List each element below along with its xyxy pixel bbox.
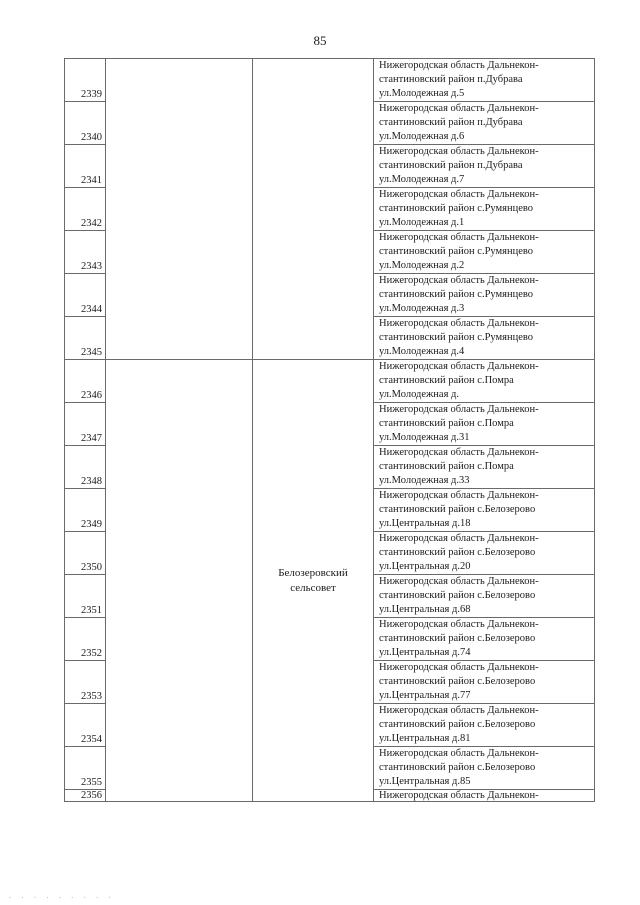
row-number: 2342 — [65, 188, 106, 231]
address-line: стантиновский район с.Румянцево — [379, 332, 534, 343]
address-line: стантиновский район с.Румянцево — [379, 246, 534, 257]
address-line: Нижегородская область Дальнекон- — [379, 533, 539, 544]
address-line: ул.Центральная д.77 — [379, 690, 471, 701]
address-cell — [374, 231, 595, 274]
empty-column-cell — [106, 360, 253, 802]
row-number: 2340 — [65, 102, 106, 145]
row-number: 2341 — [65, 145, 106, 188]
address-line: ул.Молодежная д.7 — [379, 174, 465, 185]
address-line: ул.Центральная д.74 — [379, 647, 471, 658]
address-line: ул.Молодежная д.2 — [379, 260, 465, 271]
address-line: Нижегородская область Дальнекон- — [379, 790, 539, 801]
row-number: 2351 — [65, 575, 106, 618]
address-cell — [374, 790, 595, 802]
address-line: ул.Центральная д.85 — [379, 776, 471, 787]
address-line: ул.Центральная д.68 — [379, 604, 471, 615]
council-name-line: сельсовет — [290, 581, 336, 594]
address-line: ул.Молодежная д. — [379, 389, 459, 400]
row-number: 2352 — [65, 618, 106, 661]
address-line: стантиновский район п.Дубрава — [379, 160, 523, 171]
row-number: 2346 — [65, 360, 106, 403]
address-cell — [374, 274, 595, 317]
address-line: стантиновский район с.Румянцево — [379, 289, 534, 300]
page-number: 85 — [313, 33, 327, 48]
address-cell — [374, 489, 595, 532]
address-cell — [374, 661, 595, 704]
address-line: Нижегородская область Дальнекон- — [379, 705, 539, 716]
council-name-cell — [253, 360, 374, 802]
address-line: Нижегородская область Дальнекон- — [379, 275, 539, 286]
address-line: Нижегородская область Дальнекон- — [379, 103, 539, 114]
address-line: стантиновский район с.Помра — [379, 418, 514, 429]
address-line: стантиновский район с.Белозерово — [379, 504, 536, 515]
row-number: 2349 — [65, 489, 106, 532]
address-cell — [374, 532, 595, 575]
address-line: стантиновский район с.Помра — [379, 375, 514, 386]
address-line: стантиновский район с.Белозерово — [379, 590, 536, 601]
address-register-table — [64, 58, 595, 802]
address-line: ул.Молодежная д.6 — [379, 131, 465, 142]
council-name-line: Белозеровский — [278, 566, 348, 579]
scan-artifact: · · · · · · · · · — [8, 894, 114, 902]
row-number: 2353 — [65, 661, 106, 704]
address-cell — [374, 59, 595, 102]
address-line: Нижегородская область Дальнекон- — [379, 318, 539, 329]
address-line: ул.Центральная д.81 — [379, 733, 471, 744]
address-line: Нижегородская область Дальнекон- — [379, 748, 539, 759]
address-line: ул.Молодежная д.4 — [379, 346, 465, 357]
address-cell — [374, 403, 595, 446]
row-number: 2350 — [65, 532, 106, 575]
address-cell — [374, 102, 595, 145]
address-cell — [374, 747, 595, 790]
address-line: стантиновский район с.Румянцево — [379, 203, 534, 214]
address-cell — [374, 360, 595, 403]
address-cell — [374, 188, 595, 231]
row-number: 2339 — [65, 59, 106, 102]
address-line: Нижегородская область Дальнекон- — [379, 146, 539, 157]
address-line: Нижегородская область Дальнекон- — [379, 232, 539, 243]
address-cell — [374, 704, 595, 747]
address-line: Нижегородская область Дальнекон- — [379, 404, 539, 415]
address-line: стантиновский район с.Белозерово — [379, 633, 536, 644]
address-line: стантиновский район с.Белозерово — [379, 676, 536, 687]
address-line: Нижегородская область Дальнекон- — [379, 189, 539, 200]
address-line: Нижегородская область Дальнекон- — [379, 576, 539, 587]
address-line: ул.Молодежная д.31 — [379, 432, 470, 443]
address-line: Нижегородская область Дальнекон- — [379, 447, 539, 458]
address-line: стантиновский район п.Дубрава — [379, 74, 523, 85]
address-line: ул.Молодежная д.33 — [379, 475, 470, 486]
address-line: стантиновский район с.Помра — [379, 461, 514, 472]
row-number: 2345 — [65, 317, 106, 360]
address-line: ул.Молодежная д.3 — [379, 303, 465, 314]
row-number: 2343 — [65, 231, 106, 274]
address-cell — [374, 317, 595, 360]
row-number: 2355 — [65, 747, 106, 790]
address-cell — [374, 145, 595, 188]
address-line: стантиновский район с.Белозерово — [379, 547, 536, 558]
row-number: 2344 — [65, 274, 106, 317]
address-line: стантиновский район п.Дубрава — [379, 117, 523, 128]
address-line: Нижегородская область Дальнекон- — [379, 662, 539, 673]
address-cell — [374, 446, 595, 489]
address-line: Нижегородская область Дальнекон- — [379, 60, 539, 71]
address-cell — [374, 618, 595, 661]
address-line: ул.Центральная д.18 — [379, 518, 471, 529]
empty-column-cell — [106, 59, 253, 360]
address-line: стантиновский район с.Белозерово — [379, 719, 536, 730]
address-line: ул.Центральная д.20 — [379, 561, 471, 572]
address-line: Нижегородская область Дальнекон- — [379, 619, 539, 630]
address-line: Нижегородская область Дальнекон- — [379, 490, 539, 501]
address-line: Нижегородская область Дальнекон- — [379, 361, 539, 372]
council-cell-empty — [253, 59, 374, 360]
row-number: 2356 — [65, 790, 106, 802]
row-number: 2348 — [65, 446, 106, 489]
row-number: 2347 — [65, 403, 106, 446]
row-number: 2354 — [65, 704, 106, 747]
table-row — [65, 59, 595, 102]
address-line: ул.Молодежная д.1 — [379, 217, 465, 228]
address-cell — [374, 575, 595, 618]
address-line: стантиновский район с.Белозерово — [379, 762, 536, 773]
address-line: ул.Молодежная д.5 — [379, 88, 465, 99]
table-row — [65, 360, 595, 403]
